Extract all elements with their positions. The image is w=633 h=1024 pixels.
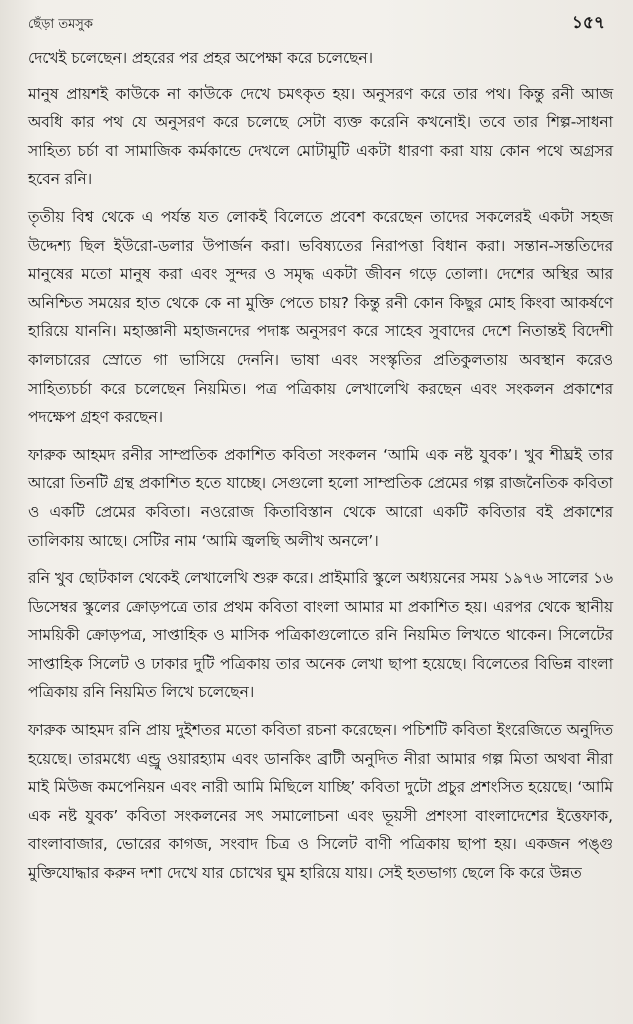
paragraph: দেখেই চলেছেন। প্রহরের পর প্রহর অপেক্ষা করে চলেছেন। [28,49,374,67]
paragraph: ফারুক আহমদ রনীর সাম্প্রতিক প্রকাশিত কবিতা সংকলন ‘আমি এক নষ্ট যুবক’। খুব শীঘ্রই তার আরো তিনটি গ্রন্থ প্রকাশিত হতে যাচ্ছে। সেগুলো হলো সাম্প্রতিক প্রেমের গল্প রাজনৈতিক কবিতা ও একটি প্রেমের কবিতা। নওরোজ কিতাবিস্তান থেকে আরো একটি কবিতার বই প্রকাশের তালিকায় আছে। সেটির নাম ‘আমি জ্বলছি অলীখ অনলে’। [28,445,613,550]
paragraph: তৃতীয় বিশ্ব থেকে এ পর্যন্ত যত লোকই বিলেতে প্রবেশ করেছেন তাদের সকলেরই একটা সহজ উদ্দেশ্য ছিল ইউরো-ডলার উপার্জন করা। ভবিষ্যতের নিরাপত্তা বিধান করা। সন্তান-সন্ততিদের মানুষের মতো মানুষ করা এবং সুন্দর ও সমৃদ্ধ একটা জীবন গড়ে তোলা। দেশের অস্থির আর অনিশ্চিত সময়ের হাত থেকে কে না মুক্তি পেতে চায়? কিন্তু রনী কোন কিছুর মোহ কিংবা আকর্ষণে হারিয়ে যাননি। মহাজ্ঞানী মহাজনদের পদাঙ্ক অনুসরণ করে সাহেব সুবাদের দেশে নিতান্তই বিদেশী কালচারের স্রোতে গা ভাসিয়ে দেননি। ভাষা এবং সংস্কৃতির প্রতিকুলতায় অবস্থান করেও সাহিত্যচর্চা করে চলেছেন নিয়মিত। পত্র পত্রিকায় লেখালেখি করছেন এবং সংকলন প্রকাশের পদক্ষেপ গ্রহণ করছেন। [28,207,613,427]
paragraph: রনি খুব ছোটকাল থেকেই লেখালেখি শুরু করে। প্রাইমারি স্কুলে অধ্যয়নের সময় ১৯৭৬ সালের ১৬ ডিসেম্বর স্কুলের ক্রোড়পত্রে তার প্রথম কবিতা বাংলা আমার মা প্রকাশিত হয়। এরপর থেকে স্থানীয় সাময়িকী ক্রোড়পত্র, সাপ্তাহিক ও মাসিক পত্রিকাগুলোতে রনি নিয়মিত লিখতে থাকেন। সিলেটের সাপ্তাহিক সিলেট ও ঢাকার দুটি পত্রিকায় তার অনেক লেখা ছাপা হয়েছে। বিলেতের বিভিন্ন বাংলা পত্রিকায় রনি নিয়মিত লিখে চলেছেন। [28,569,613,702]
running-head: ছেঁড়া তমসুক [28,17,93,32]
page-number: ১৫৭ [571,13,605,33]
paragraph: মানুষ প্রায়শই কাউকে না কাউকে দেখে চমৎকৃত হয়। অনুসরণ করে তার পথ। কিন্তু রনী আজ অবধি কার পথ যে অনুসরণ করে চলেছে সেটা ব্যক্ত করেনি কখনোই। তবে তার শিল্প-সাধনা সাহিত্য চর্চা বা সামাজিক কর্মকান্ডে দেখলে মোটামুটি একটা ধারণা করা যায় কোন পথে অগ্রসর হবেন রনি। [28,84,613,189]
paragraph: ফারুক আহমদ রনি প্রায় দুইশতর মতো কবিতা রচনা করেছেন। পচিশটি কবিতা ইংরেজিতে অনুদিত হয়েছে। তারমধ্যে এন্ড্রু ওয়ারহ্যাম এবং ডানকিং ব্রাটী অনুদিত নীরা আমার গল্প মিতা অথবা নীরা মাই মিউজ কমপেনিয়ন এবং নারী আমি মিছিলে যাচ্ছি’ কবিতা দুটো প্রচুর প্রশংসিত হয়েছে। ‘আমি এক নষ্ট যুবক’ কবিতা সংকলনের সৎ সমালোচনা এবং ভূয়সী প্রশংসা বাংলাদেশের ইত্তেফাক, বাংলাবাজার, ভোরের কাগজ, সংবাদ চিত্র ও সিলেট বাণী পত্রিকায় ছাপা হয়। একজন পঙ্গু মুক্তিযোদ্ধার করুন দশা দেখে যার চোখের ঘুম হারিয়ে যায়। সেই হতভাগ্য ছেলে কি করে উন্নত [28,721,613,883]
page-header [28,10,613,44]
